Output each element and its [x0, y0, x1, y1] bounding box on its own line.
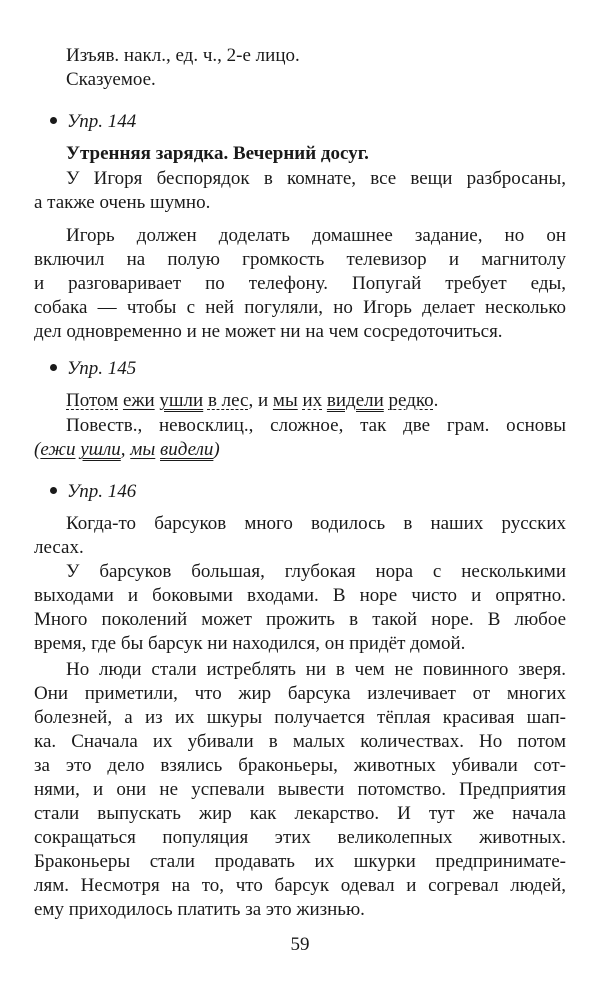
ex144-p2-line-3: и разговаривает по телефону. Попугай требует еды,: [34, 273, 566, 294]
ex146-p2-line-2: выходами и боковыми входами. В норе чисто и опрятно.: [34, 585, 566, 606]
word-adverbial-2: редко: [388, 390, 434, 411]
exercise-144-label: Упр. 144: [67, 111, 137, 132]
ex144-p2-line-2: включил на полую громкость телевизор и магнитолу: [34, 249, 566, 270]
comma: ,: [120, 439, 126, 460]
ex146-p3-line-10: лям. Несмотря на то, что барсук одевал и согревал людей,: [34, 875, 566, 896]
ex146-p2-line-1: У барсуков большая, глубокая нора с несколькими: [66, 561, 566, 582]
bullet-icon: [50, 117, 57, 124]
ex146-p3-line-5: за это дело взялись браконьеры, животных убивали сот-: [34, 755, 566, 776]
word-subject: ежи: [122, 390, 155, 411]
ex146-p1-line-2: лесах.: [34, 537, 84, 558]
exercise-146-header: [50, 480, 136, 504]
paren-open: (: [34, 439, 41, 460]
ex146-p3-line-9: Браконьеры стали продавать их шкурки предпринимате-: [34, 851, 566, 872]
ex146-p3-line-2: Они приметили, что жир барсука излечивает от многих: [34, 683, 566, 704]
ex144-p1-line-2: а также очень шумно.: [34, 192, 211, 213]
exercise-145-label: Упр. 145: [67, 358, 137, 379]
word-subject-2: мы: [272, 390, 298, 411]
intro-line-1: Изъяв. накл., ед. ч., 2-е лицо.: [66, 45, 300, 66]
paren-close: ): [213, 439, 220, 460]
ex144-p2-line-4: собака — чтобы с ней погуляли, но Игорь делает несколько: [34, 297, 566, 318]
ex146-p3-line-4: ка. Сначала их убивали в малых количествах. Но потом: [34, 731, 566, 752]
ex146-p3-line-8: сокращаться популяция этих великолепных животных.: [34, 827, 566, 848]
ex146-p3-line-3: болезней, а из их шкуры получается тёплая красивая шап-: [34, 707, 566, 728]
word-adverbial: Потом: [66, 390, 119, 411]
ex145-analysis-line-2: [34, 438, 220, 462]
grammar-base-subject-2: мы: [130, 439, 156, 460]
word-predicate: ушли: [159, 390, 204, 411]
page-number: 59: [290, 934, 310, 955]
grammar-base-predicate: ушли: [80, 439, 121, 460]
bullet-icon: [50, 487, 57, 494]
word-predicate-2: видели: [326, 390, 384, 411]
exercise-144-title: Утренняя зарядка. Вечерний досуг.: [66, 143, 369, 164]
ex145-analysis-line-1: Повеств., невосклиц., сложное, так две грам. основы: [66, 415, 566, 436]
ex145-sentence: [66, 389, 438, 413]
grammar-base-predicate-2: видели: [160, 439, 214, 460]
ex144-p2-line-1: Игорь должен доделать домашнее задание, но он: [66, 225, 566, 246]
ex146-p3-line-7: стали выпускать жир как лекарство. И тут же начала: [34, 803, 566, 824]
exercise-144-header: [50, 110, 136, 134]
grammar-base-subject: ежи: [40, 439, 76, 460]
ex146-p3-line-1: Но люди стали истреблять ни в чем не повинного зверя.: [66, 659, 566, 680]
exercise-145-header: [50, 357, 136, 381]
bullet-icon: [50, 364, 57, 371]
ex144-p1-line-1: У Игоря беспорядок в комнате, все вещи разбросаны,: [66, 168, 566, 189]
intro-line-2: Сказуемое.: [66, 69, 156, 90]
ex146-p2-line-4: время, где бы барсук ни находился, он придёт домой.: [34, 633, 466, 654]
ex144-p2-line-5: дел одновременно и не может ни на чем сосредоточиться.: [34, 321, 503, 342]
ex146-p1-line-1: Когда-то барсуков много водилось в наших русских: [66, 513, 566, 534]
word-object: их: [302, 390, 323, 411]
word-adverbial-place: в лес: [207, 390, 249, 411]
ex146-p3-line-11: ему приходилось платить за это жизнью.: [34, 899, 365, 920]
ex146-p3-line-6: нями, и они не успевали вывести потомство. Предприятия: [34, 779, 566, 800]
ex146-p2-line-3: Много поколений может прожить в такой норе. В любое: [34, 609, 566, 630]
exercise-146-label: Упр. 146: [67, 481, 137, 502]
word-period: .: [433, 390, 439, 411]
word-conjunction: , и: [248, 390, 269, 411]
